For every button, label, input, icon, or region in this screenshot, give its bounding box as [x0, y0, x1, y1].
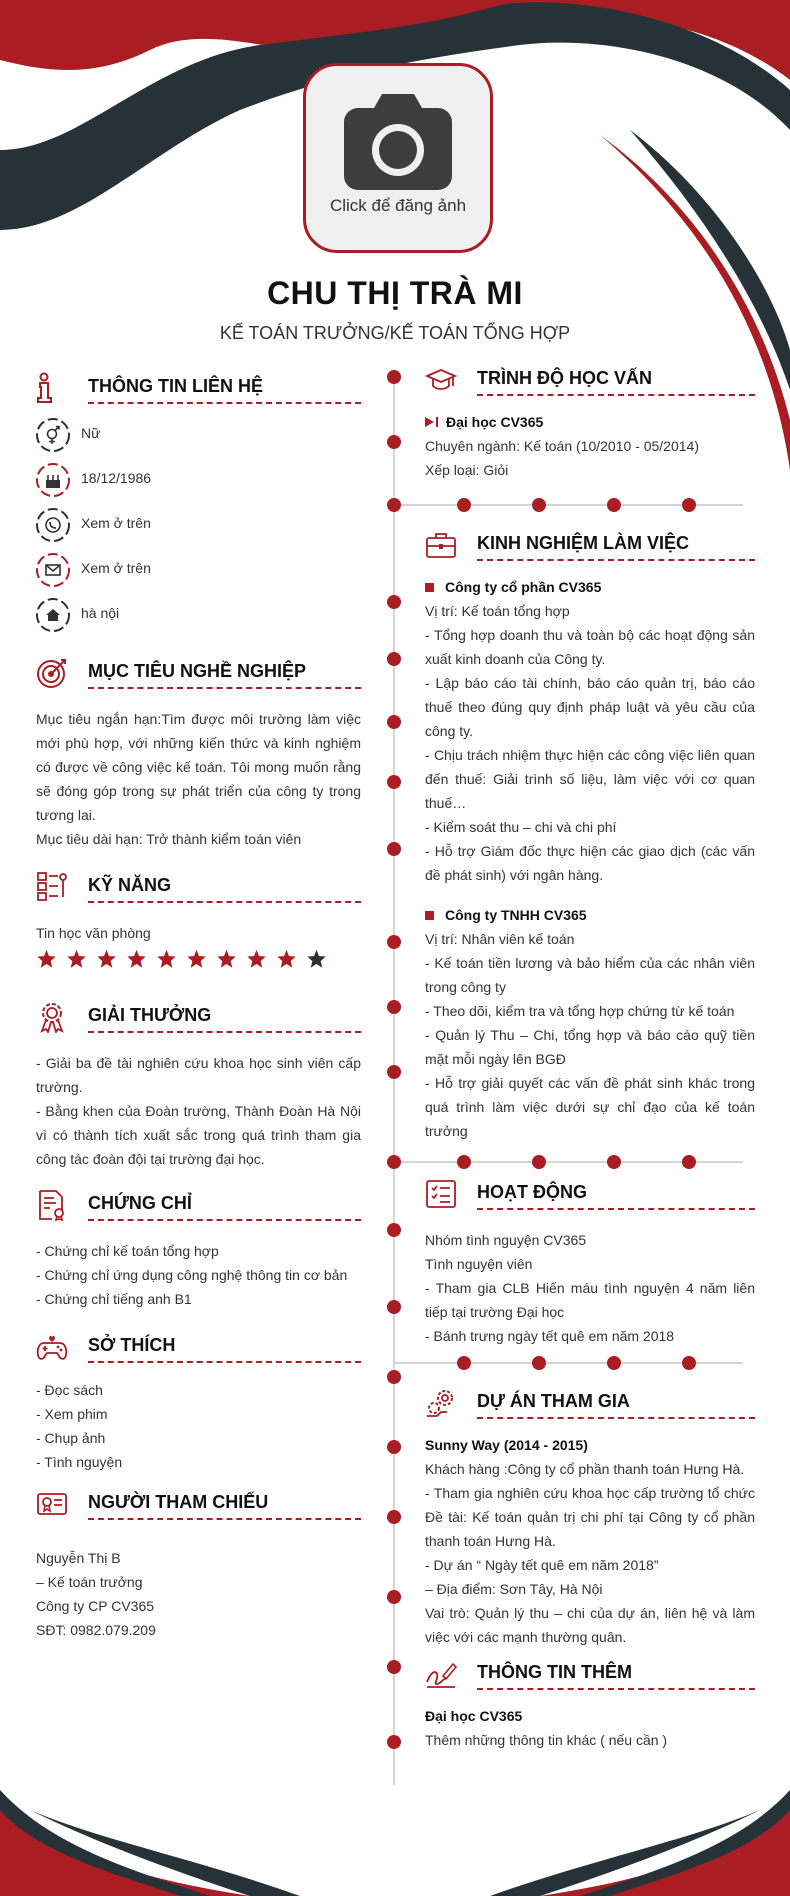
reference-role: – Kế toán trưởng — [36, 1574, 143, 1590]
reference-name: Nguyễn Thị B — [36, 1550, 121, 1566]
candidate-name: CHU THỊ TRÀ MI — [267, 275, 523, 311]
job-duty: - Hỗ trợ giải quyết các vấn đề phát sinh khác trong quá trình làm việc dưới sự chỉ đạo của kế toán trưởng — [425, 1075, 755, 1139]
timeline-dot — [387, 1440, 401, 1454]
activity-role: Tình nguyện viên — [425, 1256, 533, 1272]
job-company: Công ty cổ phần CV365 — [425, 575, 755, 599]
timeline-dot — [387, 1065, 401, 1079]
awards-section — [36, 999, 361, 1171]
references-section — [36, 1486, 361, 1642]
project-name: Sunny Way (2014 - 2015) — [425, 1437, 588, 1453]
separator-dot — [387, 498, 401, 512]
section-title: NGƯỜI THAM CHIẾU — [88, 1492, 269, 1512]
timeline-dot — [387, 1000, 401, 1014]
timeline-dot — [387, 715, 401, 729]
star-filled-icon — [216, 949, 237, 969]
contact-address: hà nội — [36, 596, 361, 641]
hobby-item: - Tình nguyện — [36, 1454, 123, 1470]
experience-section — [425, 527, 755, 1143]
timeline-dot — [387, 1223, 401, 1237]
star-empty-icon — [306, 949, 327, 969]
job-duty: - Hỗ trợ Giám đốc thực hiện các giao dịch (các vấn đề phát sinh) với ngân hàng. — [425, 843, 755, 883]
timeline-dot — [387, 1660, 401, 1674]
contact-birthday: 18/12/1986 — [36, 461, 361, 506]
job-duty: - Chịu trách nhiệm thực hiện các công việc liên quan đến thuế: Giải trình số liệu, làm việc với cơ quan thuế… — [425, 747, 755, 811]
cake-icon — [36, 463, 70, 497]
education-school: Đại học CV365 — [425, 410, 755, 434]
extra-text: Thêm những thông tin khác ( nếu cần ) — [425, 1732, 668, 1748]
reference-phone: SĐT: 0982.079.209 — [36, 1622, 156, 1638]
job-position: Vị trí: Kế toán tổng hợp — [425, 603, 570, 619]
award-item: - Bằng khen của Đoàn trường, Thành Đoàn Hà Nội vì có thành tích xuất sắc trong quá trình tham gia công tác đoàn đội tại trường đại học. — [36, 1103, 361, 1167]
graduation-cap-icon — [425, 364, 457, 396]
separator-dot — [682, 498, 696, 512]
certificate-item: - Chứng chỉ ứng dụng công nghệ thông tin cơ bản — [36, 1267, 348, 1283]
timeline-dot — [387, 435, 401, 449]
email-icon — [36, 553, 70, 587]
section-title: KỸ NĂNG — [88, 875, 172, 895]
timeline-dot — [387, 370, 401, 384]
objective-short: Mục tiêu ngắn hạn:Tìm được môi trường làm việc mới phù hợp, với những kiến thức và kinh nghiệm có được về công việc kế toán. Tôi mong muốn rằng sẽ đóng góp trong sự phát triển của công ty trong tương lai. — [36, 711, 361, 823]
skills-section — [36, 869, 361, 969]
star-filled-icon — [96, 949, 117, 969]
job-duty: - Tổng hợp doanh thu và toàn bộ các hoạt động sản xuất kinh doanh của Công ty. — [425, 627, 755, 667]
job-duty: - Lập báo cáo tài chính, báo cáo quản trị, báo cáo thuế theo đúng quy định pháp luật và yêu cầu của công ty. — [425, 675, 755, 739]
camera-icon — [344, 94, 452, 190]
award-item: - Giải ba đề tài nghiên cứu khoa học sinh viên cấp trường. — [36, 1055, 361, 1095]
separator-dot — [607, 1356, 621, 1370]
star-filled-icon — [246, 949, 267, 969]
section-title: GIẢI THƯỞNG — [88, 1005, 212, 1025]
project-item: - Dự án “ Ngày tết quê em năm 2018” — [425, 1557, 659, 1573]
job-title: KẾ TOÁN TRƯỞNG/KẾ TOÁN TỔNG HỢP — [219, 323, 571, 343]
separator-dot — [532, 498, 546, 512]
skill-rating — [36, 949, 361, 969]
reference-badge-icon — [36, 1488, 68, 1520]
hobbies-section — [36, 1329, 361, 1474]
project-client: Khách hàng :Công ty cổ phần thanh toán Hưng Hà. — [425, 1461, 745, 1477]
hobby-item: - Xem phim — [36, 1406, 108, 1422]
projects-section — [425, 1385, 755, 1649]
job-duty: - Kiểm soát thu – chi và chi phí — [425, 819, 617, 835]
job-company: Công ty TNHH CV365 — [425, 903, 755, 927]
gamepad-icon — [36, 1331, 68, 1363]
section-title: SỞ THÍCH — [88, 1335, 176, 1355]
section-title: HOẠT ĐỘNG — [477, 1182, 587, 1202]
separator-dot — [457, 498, 471, 512]
timeline-dot — [387, 1735, 401, 1749]
job-entry — [425, 903, 755, 1143]
job-duty: - Theo dõi, kiểm tra và tổng hợp chứng từ kế toán — [425, 1003, 735, 1019]
extra-heading: Đại học CV365 — [425, 1708, 523, 1724]
hobby-item: - Chụp ảnh — [36, 1430, 106, 1446]
section-title: MỤC TIÊU NGHỀ NGHIỆP — [88, 661, 307, 681]
section-title: THÔNG TIN LIÊN HỆ — [88, 376, 263, 396]
contact-phone: Xem ở trên — [36, 506, 361, 551]
timeline-dot — [387, 595, 401, 609]
project-item: – Địa điểm: Sơn Tây, Hà Nội — [425, 1581, 603, 1597]
education-major: Chuyên ngành: Kế toán (10/2010 - 05/2014) — [425, 438, 699, 454]
job-entry — [425, 575, 755, 887]
activity-item: - Tham gia CLB Hiến máu tình nguyện 4 năm liên tiếp tại trường Đại học — [425, 1280, 755, 1320]
list-icon — [425, 1178, 457, 1210]
star-filled-icon — [66, 949, 87, 969]
contact-email: Xem ở trên — [36, 551, 361, 596]
award-icon — [36, 1001, 68, 1033]
separator-dot — [457, 1155, 471, 1169]
skill-name: Tin học văn phòng — [36, 925, 151, 941]
education-grade: Xếp loại: Giỏi — [425, 462, 509, 478]
contact-gender: Nữ — [36, 416, 361, 461]
project-item: - Tham gia nghiên cứu khoa học cấp trường tổ chức Đề tài: Kế toán quản trị chi phí tại Công ty cổ phần thanh toán Hưng Hà. — [425, 1485, 755, 1549]
home-icon — [36, 598, 70, 632]
star-filled-icon — [156, 949, 177, 969]
signature-pen-icon — [425, 1658, 457, 1690]
section-title: THÔNG TIN THÊM — [477, 1662, 632, 1682]
timeline-dot — [387, 652, 401, 666]
star-filled-icon — [126, 949, 147, 969]
objective-long: Mục tiêu dài hạn: Trở thành kiểm toán viên — [36, 831, 302, 847]
timeline-dot — [387, 1510, 401, 1524]
certificates-section — [36, 1187, 361, 1311]
separator-dot — [532, 1155, 546, 1169]
star-filled-icon — [36, 949, 57, 969]
separator-dot — [532, 1356, 546, 1370]
job-duty: - Kế toán tiền lương và bảo hiểm của các nhân viên trong công ty — [425, 955, 755, 995]
avatar-caption: Click để đăng ảnh — [329, 196, 467, 215]
section-title: DỰ ÁN THAM GIA — [477, 1391, 630, 1411]
project-role: Vai trò: Quản lý thu – chi của dự án, liên hệ và làm việc với các mạnh thường quân. — [425, 1605, 755, 1645]
timeline-dot — [387, 1370, 401, 1384]
gender-icon — [36, 418, 70, 452]
job-duty: - Quản lý Thu – Chi, tổng hợp và báo cáo quỹ tiền mặt mỗi ngày lên BGĐ — [425, 1027, 755, 1067]
contact-section — [36, 370, 361, 641]
activity-org: Nhóm tình nguyện CV365 — [425, 1232, 587, 1248]
timeline-dot — [387, 1300, 401, 1314]
hobby-item: - Đọc sách — [36, 1382, 103, 1398]
extra-info-section — [425, 1656, 755, 1752]
timeline-dot — [387, 775, 401, 789]
star-filled-icon — [276, 949, 297, 969]
separator-dot — [387, 1155, 401, 1169]
certificate-icon — [36, 1189, 68, 1221]
timeline-dot — [387, 935, 401, 949]
avatar-upload[interactable] — [303, 63, 493, 253]
separator-dot — [682, 1356, 696, 1370]
objective-section — [36, 655, 361, 851]
gears-icon — [425, 1387, 457, 1419]
info-icon — [36, 372, 68, 404]
separator-dot — [607, 498, 621, 512]
section-title: CHỨNG CHỈ — [88, 1193, 192, 1213]
reference-company: Công ty CP CV365 — [36, 1598, 155, 1614]
job-position: Vị trí: Nhân viên kế toán — [425, 931, 575, 947]
section-title: TRÌNH ĐỘ HỌC VẤN — [477, 368, 652, 388]
certificate-item: - Chứng chỉ tiếng anh B1 — [36, 1291, 192, 1307]
education-section — [425, 362, 755, 482]
whatsapp-icon — [36, 508, 70, 542]
timeline-dot — [387, 1590, 401, 1604]
timeline-dot — [387, 842, 401, 856]
activities-section — [425, 1176, 755, 1348]
activity-item: - Bánh trưng ngày tết quê em năm 2018 — [425, 1328, 675, 1344]
separator-dot — [607, 1155, 621, 1169]
separator-dot — [682, 1155, 696, 1169]
checklist-icon — [36, 871, 68, 903]
briefcase-icon — [425, 529, 457, 561]
star-filled-icon — [186, 949, 207, 969]
separator-dot — [457, 1356, 471, 1370]
target-icon — [36, 657, 68, 689]
certificate-item: - Chứng chỉ kế toán tổng hợp — [36, 1243, 219, 1259]
section-title: KINH NGHIỆM LÀM VIỆC — [477, 533, 690, 553]
